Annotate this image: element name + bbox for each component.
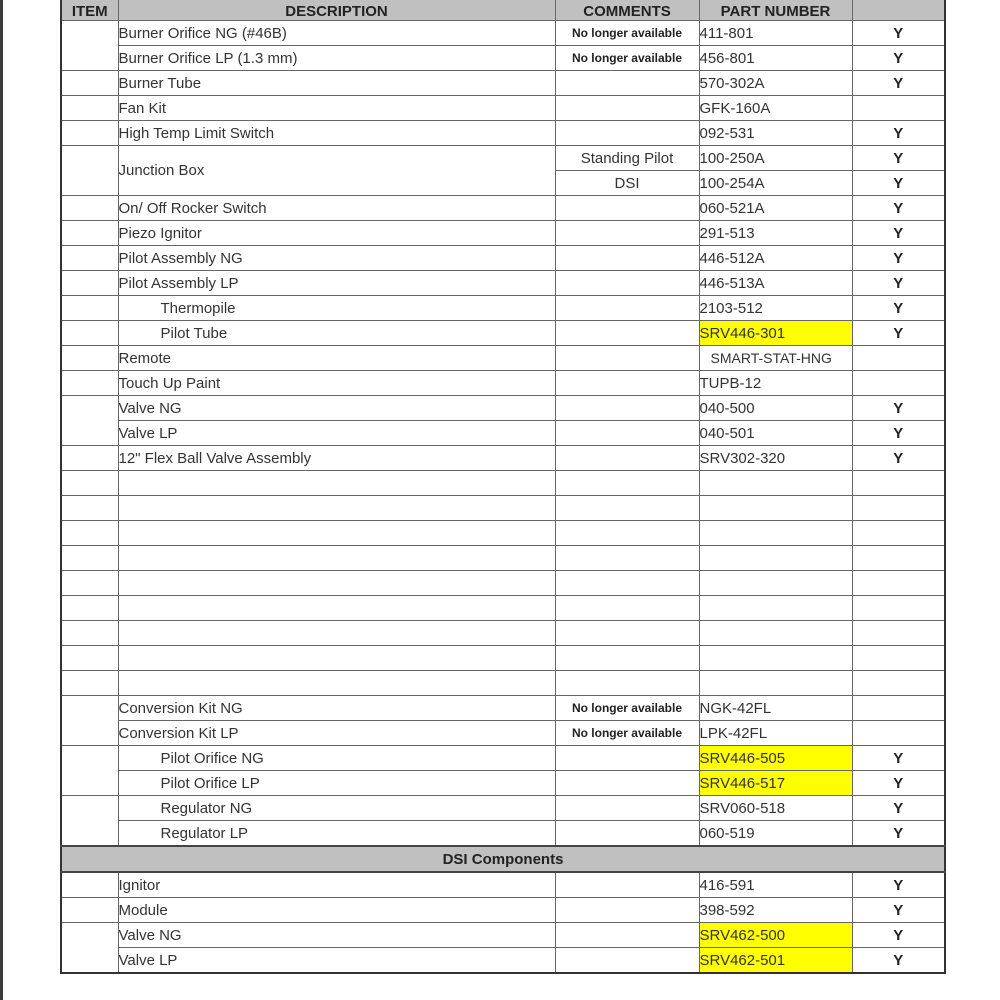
part-number-cell: SRV060-518 [699,796,852,821]
description-cell: Burner Orifice NG (#46B) [118,21,555,46]
item-cell [61,21,118,71]
description-cell: Pilot Orifice NG [118,746,555,771]
header-description: DESCRIPTION [118,0,555,21]
flag-cell: Y [852,396,945,421]
flag-cell: Y [852,746,945,771]
empty-row [61,546,945,571]
comment-cell [555,121,699,146]
flag-cell [852,371,945,396]
part-number-cell: 416-591 [699,872,852,898]
description-cell: Thermopile [118,296,555,321]
empty-cell [61,596,118,621]
item-cell [61,446,118,471]
table-row [61,21,945,46]
empty-row [61,596,945,621]
part-number-cell: TUPB-12 [699,371,852,396]
description-cell: Valve LP [118,948,555,974]
flag-cell: Y [852,246,945,271]
flag-cell: Y [852,196,945,221]
part-number-cell: 040-500 [699,396,852,421]
description-cell: Piezo Ignitor [118,221,555,246]
table-row [61,821,945,847]
table-row [61,371,945,396]
flag-cell: Y [852,321,945,346]
description-cell: 12" Flex Ball Valve Assembly [118,446,555,471]
empty-cell [852,646,945,671]
table-row [61,196,945,221]
empty-cell [118,471,555,496]
item-cell [61,746,118,796]
empty-cell [118,596,555,621]
empty-cell [61,471,118,496]
description-cell: Pilot Orifice LP [118,771,555,796]
description-cell: Valve NG [118,923,555,948]
table-row [61,346,945,371]
empty-cell [118,646,555,671]
part-number-cell: GFK-160A [699,96,852,121]
item-cell [61,396,118,446]
comment-cell [555,221,699,246]
empty-cell [555,646,699,671]
part-number-cell-highlighted: SRV446-517 [699,771,852,796]
description-cell: Touch Up Paint [118,371,555,396]
part-number-cell: 060-521A [699,196,852,221]
flag-cell [852,346,945,371]
empty-cell [852,496,945,521]
table-row [61,771,945,796]
part-number-cell-highlighted: SRV446-301 [699,321,852,346]
flag-cell: Y [852,796,945,821]
item-cell [61,146,118,196]
comment-cell [555,746,699,771]
part-number-cell: 446-513A [699,271,852,296]
description-cell: Pilot Assembly NG [118,246,555,271]
empty-row [61,671,945,696]
table-header-row [61,0,945,21]
header-comments: COMMENTS [555,0,699,21]
empty-row [61,646,945,671]
part-number-cell: SRV302-320 [699,446,852,471]
part-number-cell: 092-531 [699,121,852,146]
header-flag [852,0,945,21]
part-number-cell: 411-801 [699,21,852,46]
flag-cell: Y [852,121,945,146]
comment-cell [555,346,699,371]
table-row [61,421,945,446]
comment-cell [555,446,699,471]
table-row [61,898,945,923]
empty-cell [852,546,945,571]
item-cell [61,271,118,296]
flag-cell: Y [852,171,945,196]
empty-cell [118,621,555,646]
empty-row [61,521,945,546]
item-cell [61,371,118,396]
flag-cell: Y [852,821,945,847]
part-number-cell: 398-592 [699,898,852,923]
comment-cell: DSI [555,171,699,196]
header-item: ITEM [61,0,118,21]
description-cell: Pilot Assembly LP [118,271,555,296]
description-cell: High Temp Limit Switch [118,121,555,146]
item-cell [61,71,118,96]
section-title-dsi-components: DSI Components [61,846,945,872]
empty-cell [555,596,699,621]
description-cell: Ignitor [118,872,555,898]
item-cell [61,121,118,146]
empty-cell [61,646,118,671]
empty-cell [852,671,945,696]
empty-row [61,571,945,596]
comment-cell: No longer available [555,696,699,721]
empty-cell [118,496,555,521]
empty-cell [555,471,699,496]
table-row [61,948,945,974]
empty-cell [699,571,852,596]
empty-cell [555,496,699,521]
description-cell: Regulator NG [118,796,555,821]
description-cell: Burner Orifice LP (1.3 mm) [118,46,555,71]
empty-cell [699,546,852,571]
comment-cell [555,898,699,923]
item-cell [61,796,118,847]
part-number-cell-highlighted: SRV462-501 [699,948,852,974]
description-cell: Conversion Kit LP [118,721,555,746]
empty-cell [852,596,945,621]
comment-cell [555,771,699,796]
empty-cell [699,621,852,646]
part-number-cell: LPK-42FL [699,721,852,746]
part-number-cell-highlighted: SRV446-505 [699,746,852,771]
table-row [61,446,945,471]
table-row [61,121,945,146]
comment-cell [555,872,699,898]
part-number-cell: 100-254A [699,171,852,196]
comment-cell [555,196,699,221]
comment-cell [555,321,699,346]
table-row [61,796,945,821]
empty-cell [61,521,118,546]
flag-cell: Y [852,221,945,246]
empty-cell [555,671,699,696]
description-cell: On/ Off Rocker Switch [118,196,555,221]
empty-cell [61,496,118,521]
empty-cell [61,671,118,696]
comment-cell: Standing Pilot [555,146,699,171]
empty-cell [852,471,945,496]
description-cell: Junction Box [118,146,555,196]
table-row [61,271,945,296]
item-cell [61,346,118,371]
table-row [61,296,945,321]
empty-cell [118,671,555,696]
item-cell [61,872,118,898]
table-row [61,46,945,71]
empty-row [61,496,945,521]
comment-cell [555,96,699,121]
page-edge [0,0,3,1000]
table-row [61,696,945,721]
comment-cell: No longer available [555,46,699,71]
table-row [61,872,945,898]
empty-cell [699,471,852,496]
empty-cell [118,546,555,571]
empty-cell [555,571,699,596]
empty-cell [699,671,852,696]
empty-row [61,621,945,646]
description-cell: Valve NG [118,396,555,421]
part-number-cell: 456-801 [699,46,852,71]
comment-cell [555,948,699,974]
table-row [61,221,945,246]
parts-table [60,0,946,974]
item-cell [61,221,118,246]
table-row [61,96,945,121]
empty-cell [699,646,852,671]
description-cell: Module [118,898,555,923]
table-row [61,396,945,421]
item-cell [61,96,118,121]
flag-cell: Y [852,446,945,471]
description-cell: Valve LP [118,421,555,446]
flag-cell: Y [852,771,945,796]
comment-cell: No longer available [555,721,699,746]
comment-cell [555,821,699,847]
comment-cell [555,396,699,421]
flag-cell: Y [852,872,945,898]
item-cell [61,321,118,346]
table-row [61,71,945,96]
empty-cell [699,521,852,546]
empty-cell [555,546,699,571]
item-cell [61,923,118,974]
table-row [61,746,945,771]
item-cell [61,696,118,746]
table-row [61,721,945,746]
part-number-cell: 570-302A [699,71,852,96]
empty-cell [852,571,945,596]
description-cell: Regulator LP [118,821,555,847]
flag-cell: Y [852,923,945,948]
comment-cell: No longer available [555,21,699,46]
comment-cell [555,246,699,271]
empty-cell [555,621,699,646]
flag-cell [852,96,945,121]
empty-cell [699,496,852,521]
part-number-cell: 446-512A [699,246,852,271]
comment-cell [555,923,699,948]
part-number-cell-highlighted: SRV462-500 [699,923,852,948]
section-header-row [61,846,945,872]
empty-cell [61,546,118,571]
flag-cell: Y [852,21,945,46]
table-row [61,246,945,271]
part-number-cell: 2103-512 [699,296,852,321]
empty-cell [61,621,118,646]
part-number-cell: NGK-42FL [699,696,852,721]
comment-cell [555,71,699,96]
description-cell: Pilot Tube [118,321,555,346]
flag-cell: Y [852,46,945,71]
empty-cell [118,521,555,546]
part-number-cell: 060-519 [699,821,852,847]
flag-cell: Y [852,948,945,974]
flag-cell: Y [852,71,945,96]
description-cell: Fan Kit [118,96,555,121]
flag-cell: Y [852,146,945,171]
part-number-cell: 100-250A [699,146,852,171]
flag-cell: Y [852,421,945,446]
empty-row [61,471,945,496]
part-number-cell: 040-501 [699,421,852,446]
description-cell: Conversion Kit NG [118,696,555,721]
comment-cell [555,296,699,321]
empty-cell [699,596,852,621]
part-number-cell: 291-513 [699,221,852,246]
flag-cell [852,696,945,721]
comment-cell [555,421,699,446]
comment-cell [555,371,699,396]
flag-cell: Y [852,271,945,296]
empty-cell [852,521,945,546]
comment-cell [555,796,699,821]
item-cell [61,246,118,271]
description-cell: Burner Tube [118,71,555,96]
flag-cell: Y [852,296,945,321]
part-number-cell: SMART-STAT-HNG [699,346,852,371]
item-cell [61,898,118,923]
header-part-number: PART NUMBER [699,0,852,21]
empty-cell [555,521,699,546]
comment-cell [555,271,699,296]
item-cell [61,296,118,321]
empty-cell [118,571,555,596]
table-row [61,146,945,171]
empty-cell [61,571,118,596]
empty-cell [852,621,945,646]
flag-cell [852,721,945,746]
description-cell: Remote [118,346,555,371]
flag-cell: Y [852,898,945,923]
table-row [61,321,945,346]
item-cell [61,196,118,221]
table-row [61,923,945,948]
